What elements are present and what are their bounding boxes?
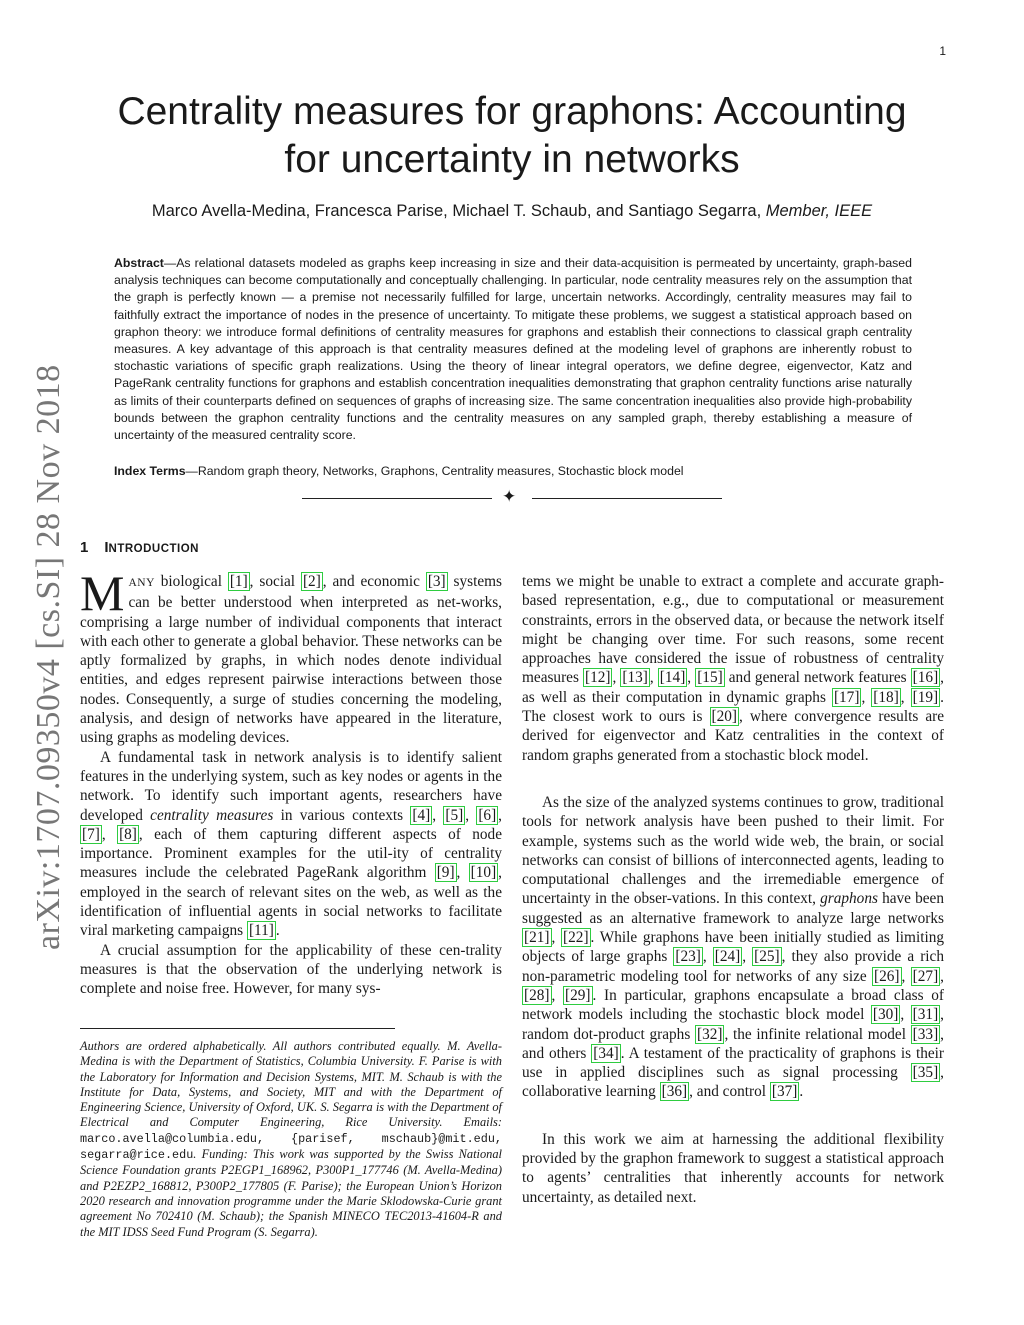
footnote-funding: . Funding: This work was supported by the Swiss National Science Foundation grants P2EGP1_168962, P300P1_177746 (M. Avella-Medina) and P2EZP2_168812, P300P2_177805 (F. Parise); the European Union’s Horizon 2020 research and innovation programme under the Marie Sklodowska-Curie grant agreement No 702410 (M. Schaub); the Spanish MINECO TEC2013-41604-R and the MIT IDSS Seed Fund Program (S. Segarra). [80, 1147, 502, 1239]
citation-link[interactable]: [33] [912, 1025, 939, 1043]
emphasis: graphons [820, 890, 878, 908]
citation-link[interactable]: [1] [229, 573, 248, 590]
abstract-label: Abstract [114, 256, 164, 270]
text-run: , they also provide a rich non-parametric modeling tool for networks of any size [522, 948, 944, 985]
text-run: , and control [689, 1083, 770, 1101]
footnote-rule [80, 1028, 395, 1029]
text-run: , random dot-product graphs [522, 1006, 944, 1043]
text-run: , collaborative learning [522, 1064, 944, 1101]
footnote-emails: marco.avella@columbia.edu, {parisef, mschaub}@mit.edu, segarra@rice.edu [80, 1131, 502, 1163]
text-run: , social [249, 573, 301, 590]
citation-link[interactable]: [14] [659, 669, 686, 687]
intro-paragraph-2: A fundamental task in network analysis is to identify salient features in the underlying system, such as key nodes or agents in the network. To identify such important agents, researchers have developed centrality measures in various contexts [4] , [5] , [6] , [7] , [8] , each of them capturing different aspects of node importance. Prominent examples for the util-ity of centrality measures include the celebrated PageRank algorithm [9] , [10] , employed in the search of relevant sites on the web, as well as the identification of influential agents in social networks to facilitate viral marketing campaigns [11] . [80, 748, 502, 940]
index-terms [114, 464, 912, 478]
citation-link[interactable]: [22] [563, 929, 589, 947]
citation-link[interactable]: [23] [675, 948, 701, 966]
citation-link[interactable]: [7] [82, 825, 100, 843]
index-terms-text: —Random graph theory, Networks, Graphons, Centrality measures, Stochastic block model [185, 464, 684, 478]
citation-link[interactable]: [21] [524, 929, 550, 947]
authors-line [80, 202, 944, 221]
dropcap: M [80, 565, 125, 621]
text-run: , where convergence results are derived for eigenvector and Katz centralities in the context of random graphs generated from a stochastic block model. [522, 708, 944, 764]
separator-star-icon: ✦ [502, 487, 517, 507]
intro-paragraph-3: A crucial assumption for the applicability of these cen-trality measures is that the observation of the underlying network is complete and noise free. However, for many sys- [80, 941, 502, 998]
paper-title [80, 88, 944, 184]
page-number: 1 [939, 44, 946, 58]
citation-link[interactable]: [15] [697, 669, 723, 687]
intro-paragraph-5: As the size of the analyzed systems continues to grow, traditional tools for network analysis have been pushed to their limit. For example, systems such as the world wide web, the brain, or social networks can consist of billions of interconnected agents, leading to computational challenges and the irremediable emergence of uncertainty in the obser-vations. In this context, graphons have been suggested as an alternative framework to analyze large networks [21] , [22] . While graphons have been initially studied as limiting objects of large graphs [23] , [24] , [25] , they also provide a rich non-parametric modeling tool for networks of any size [26] , [27] , [28] , [29] . In particular, graphons encapsulate a broad class of network models including the stochastic block model [30] , [31] , random dot-product graphs [32] , the infinite relational model [33] , and others [34] . A testament of the practicality of graphons is their use in applied disciplines such as signal processing [35] , collaborative learning [36] , and control [37] . [522, 793, 944, 1101]
citation-link[interactable]: [29] [565, 986, 591, 1004]
text-run: , employed in the search of relevant sites on the web, as well as the identification of influential agents in social networks to facilitate viral marketing campaigns [80, 864, 502, 940]
citation-link[interactable]: [30] [872, 1006, 899, 1024]
citation-link[interactable]: [26] [874, 967, 900, 985]
citation-link[interactable]: [11] [248, 922, 274, 940]
intro-paragraph-1 [80, 565, 502, 748]
abstract [114, 255, 912, 444]
citation-link[interactable]: [20] [711, 708, 738, 726]
intro-paragraph-6: In this work we aim at harnessing the additional flexibility provided by the graphon framework to suggest a statistical approach to agents’ centralities that inherently accounts for network uncertainty, as detailed next. [522, 1130, 944, 1206]
title-line-1: Centrality measures for graphons: Accounting [117, 90, 907, 133]
section-title-rest: NTRODUCTION [108, 543, 199, 555]
footnote-text: Authors are ordered alphabetically. All authors contributed equally. M. Avella-Medina is with the Department of Statistics, Columbia University. F. Parise is with the Laboratory for Information and Decision Systems, MIT. M. Schaub is with the Institute for Data, Systems, and Society, MIT and with the Department of Engineering Science, University of Oxford, UK. S. Segarra is with the Department of Electrical and Computer Engineering, Rice University. Emails: [80, 1039, 502, 1130]
section-number: 1 [80, 539, 89, 556]
text-run: . A testament of the practicality of graphons is their use in applied disciplines such as signal processing [522, 1044, 944, 1082]
separator-line-left [302, 498, 492, 499]
citation-link[interactable]: [36] [661, 1083, 688, 1101]
citation-link[interactable]: [18] [873, 688, 899, 706]
citation-link[interactable]: [8] [119, 825, 137, 843]
citation-link[interactable]: [4] [412, 806, 431, 824]
authors-membership: Member, IEEE [765, 202, 873, 220]
abstract-text: —As relational datasets modeled as graphs keep increasing in size and their data-acquisition is permeated by uncertainty, graph-based analysis techniques can become computationally and conceptually challenging. In particular, node centrality measures rely on the assumption that the graph is perfectly known — a premise not necessarily fulfilled for large, uncertain networks. Accordingly, centrality measures may fail to faithfully extract the importance of nodes in the presence of uncertainty. To mitigate these problems, we suggest a statistical approach based on graphon theory: we introduce formal definitions of centrality measures for graphons and establish their connections to classical graph centrality measures. A key advantage of this approach is that centrality measures defined at the modeling level of graphons are inherently robust to stochastic variations of specific graph realizations. Using the theory of linear integral operators, we define degree, eigenvector, Katz and PageRank centrality functions for graphons and establish concentration inequalities demonstrating that graphon centrality functions arise naturally as limits of their counterparts defined on sequences of graphs of increasing size. The same concentration inequalities also provide high-probability bounds between the graphon centrality functions and the centrality measures on any sampled graph, thereby establishing a measure of uncertainty of the measured centrality score. [114, 256, 912, 443]
intro-paragraph-4: tems we might be unable to extract a complete and accurate graph-based representation, e.g., due to computational or measurement constraints, errors in the observed data, or because the network itself might be changing over time. For such reasons, some recent approaches have considered the issue of robustness of centrality measures [12] , [13] , [14] , [15] and general network features [16] , as well as their computation in dynamic graphs [17] , [18] , [19] . The closest work to ours is [20] , where convergence results are derived for eigenvector and Katz centralities in the context of random graphs generated from a stochastic block model. [522, 573, 944, 764]
text-run: and general network features [724, 669, 911, 687]
citation-link[interactable]: [2] [302, 573, 321, 590]
text-run: , and economic [322, 573, 426, 590]
citation-link[interactable]: [5] [445, 806, 464, 824]
text-run: biological [154, 573, 228, 590]
citation-link[interactable]: [31] [912, 1006, 939, 1024]
section-separator [302, 489, 722, 509]
text-run: . While graphons have been initially studied as limiting objects of large graphs [522, 929, 944, 966]
index-terms-label: Index Terms [114, 464, 186, 478]
section-title-first-letter: I [104, 539, 109, 556]
citation-link[interactable]: [35] [912, 1064, 939, 1082]
title-line-2: for uncertainty in networks [284, 138, 740, 181]
citation-link[interactable]: [25] [754, 948, 780, 966]
text-run: , and others [522, 1025, 944, 1062]
section-heading-introduction [80, 539, 199, 556]
citation-link[interactable]: [13] [622, 669, 648, 687]
citation-link[interactable]: [27] [912, 967, 939, 985]
arxiv-stamp: arXiv:1707.09350v4 [cs.SI] 28 Nov 2018 [30, 364, 67, 950]
citation-link[interactable]: [37] [771, 1083, 798, 1101]
citation-link[interactable]: [12] [584, 669, 611, 687]
citation-link[interactable]: [19] [912, 688, 939, 706]
right-column [522, 572, 944, 1207]
text-run: , each of them capturing different aspects of node importance. Prominent examples for the util-ity of centrality measures include the celebrated PageRank algorithm [80, 825, 502, 882]
emphasis: centrality measures [150, 806, 274, 824]
citation-link[interactable]: [3] [427, 573, 446, 590]
citation-link[interactable]: [34] [593, 1044, 619, 1062]
authors-names: Marco Avella-Medina, Francesca Parise, Michael T. Schaub, and Santiago Segarra, [151, 202, 762, 220]
citation-link[interactable]: [16] [912, 669, 939, 687]
separator-line-right [532, 498, 722, 499]
citation-link[interactable]: [10] [470, 864, 497, 882]
citation-link[interactable]: [6] [478, 806, 497, 824]
text-run: A fundamental task in network analysis is to identify salient features in the underlying system, such as key nodes or agents in the network. To identify such important agents, researchers have developed [80, 748, 502, 824]
text-run: tems we might be unable to extract a complete and accurate graph-based representation, e.g., due to computational or measurement constraints, errors in the observed data, or because the network itself might be changing over time. For such reasons, some recent approaches have considered the issue of robustness of centrality measures [522, 573, 944, 687]
author-footnote [80, 1039, 502, 1240]
text-run: As the size of the analyzed systems continues to grow, traditional tools for network analysis have been pushed to their limit. For example, systems such as the world wide web, the brain, or social networks can consist of billions of interconnected agents, leading to computational challenges and the irremediable emergence of uncertainty in the obser-vations. In this context, [522, 793, 944, 908]
text-run: have been suggested as an alternative framework to analyze large networks [522, 890, 944, 927]
citation-link[interactable]: [24] [714, 948, 741, 966]
text-run: . In particular, graphons encapsulate a broad class of network models including the stochastic block model [522, 986, 944, 1024]
citation-link[interactable]: [28] [524, 986, 550, 1004]
left-column [80, 565, 502, 999]
text-run: , as well as their computation in dynamic graphs [522, 669, 944, 706]
text-run: . The closest work to ours is [522, 688, 944, 726]
citation-link[interactable]: [9] [436, 864, 455, 882]
citation-link[interactable]: [17] [833, 688, 860, 706]
citation-link[interactable]: [32] [696, 1025, 723, 1043]
dropcap-smallcaps: ANY [128, 577, 155, 589]
text-run: systems can be better understood when interpreted as net-works, comprising a large number of individual components that interact with each other to generate a global behavior. These networks can be aptly formalized by graphs, in which nodes denote individual entities, and edges represent pairwise interactions between those nodes. Consequently, a surge of studies concerning the modeling, analysis, and design of networks have appeared in the literature, using graphs as modeling devices. [80, 573, 502, 747]
text-run: in various contexts [273, 806, 411, 824]
text-run: , the infinite relational model [724, 1025, 911, 1043]
